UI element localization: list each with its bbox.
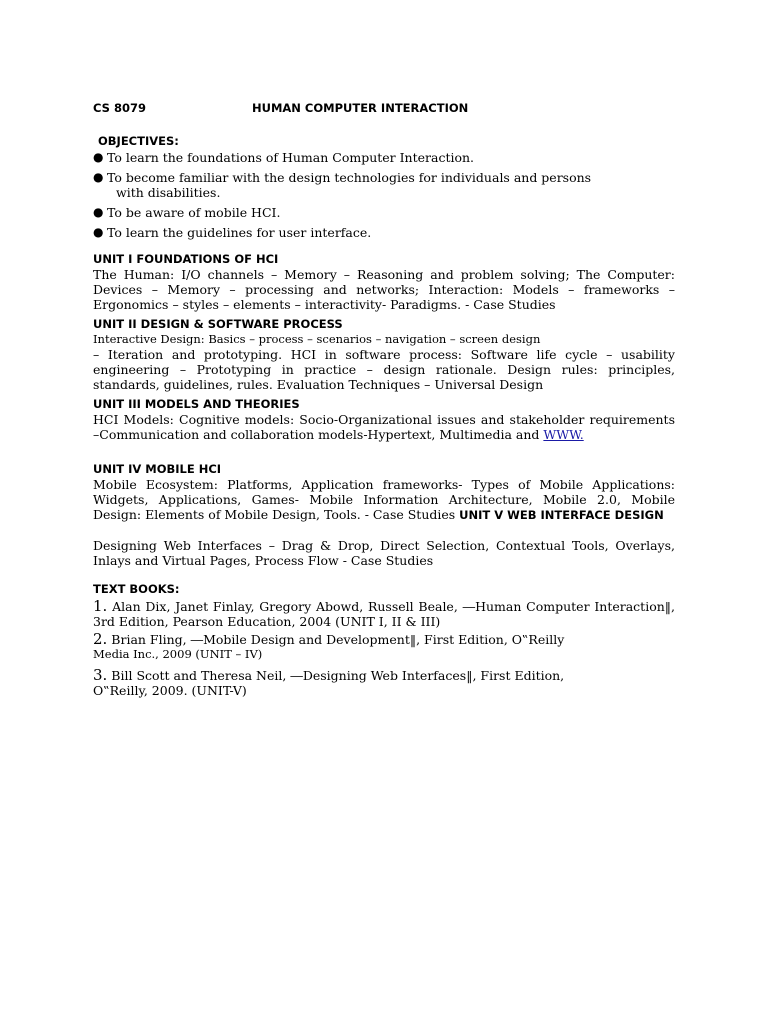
unit-1-body: The Human: I/O channels – Memory – Reasoning and problem solving; The Computer: Devices – Memory – processing and networks; Interaction: Models – frameworks – Ergonomics – styles – elements – interactivity- Paradigms. - Case Studies xyxy=(93,267,675,312)
text-book-text: Brian Fling, ―Mobile Design and Development‖, First Edition, O‟Reilly xyxy=(111,632,565,647)
course-title: HUMAN COMPUTER INTERACTION xyxy=(252,101,469,115)
unit-2-heading: UNIT II DESIGN & SOFTWARE PROCESS xyxy=(93,317,343,331)
www-link[interactable]: WWW. xyxy=(543,427,584,442)
objective-item xyxy=(93,205,653,220)
bullet-icon: ● xyxy=(93,150,104,164)
unit-3-heading: UNIT III MODELS AND THEORIES xyxy=(93,397,300,411)
unit-1-heading: UNIT I FOUNDATIONS OF HCI xyxy=(93,252,279,266)
text-book-text: Bill Scott and Theresa Neil, ―Designing Web Interfaces‖, First Edition, xyxy=(111,668,565,683)
objective-text: To learn the guidelines for user interface. xyxy=(107,225,372,240)
unit-4-heading: UNIT IV MOBILE HCI xyxy=(93,462,222,476)
unit-5-body: Designing Web Interfaces – Drag & Drop, Direct Selection, Contextual Tools, Overlays, Inlays and Virtual Pages, Process Flow - Case Studies xyxy=(93,538,675,568)
objective-item xyxy=(93,150,653,165)
unit-5-heading: UNIT V WEB INTERFACE DESIGN xyxy=(459,508,664,522)
unit-4-text: Mobile Ecosystem: Platforms, Application frameworks- Types of Mobile Applications: Widgets, Applications, Games- Mobile Information Architecture, Mobile 2.0, Mobile Design: Elements of Mobile Design, Tools. - Case Studies xyxy=(93,477,675,522)
objective-text: To be aware of mobile HCI. xyxy=(107,205,281,220)
text-book-item xyxy=(93,632,598,662)
unit-2-body-line1: Interactive Design: Basics – process – scenarios – navigation – screen design xyxy=(93,332,541,346)
bullet-icon: ● xyxy=(93,225,104,239)
unit-4-body xyxy=(93,477,675,523)
objective-text-continued: with disabilities. xyxy=(116,185,221,200)
objective-item xyxy=(93,170,653,200)
unit-2-section xyxy=(93,317,675,392)
unit-4-section xyxy=(93,462,675,523)
text-book-number: 3. xyxy=(93,666,108,684)
bullet-icon: ● xyxy=(93,170,104,184)
text-book-text: Alan Dix, Janet Finlay, Gregory Abowd, Russell Beale, ―Human Computer Interaction‖, 3rd Edition, Pearson Education, 2004 (UNIT I, II & III) xyxy=(93,599,675,629)
course-code: CS 8079 xyxy=(93,101,146,115)
objectives-list xyxy=(93,150,653,245)
objective-item xyxy=(93,225,653,240)
unit-2-body: – Iteration and prototyping. HCI in software process: Software life cycle – usability engineering – Prototyping in practice – design rationale. Design rules: principles, standards, guidelines, rules. Evaluation Techniques – Universal Design xyxy=(93,347,675,392)
objective-text: To become familiar with the design technologies for individuals and persons xyxy=(107,170,592,185)
text-book-number: 2. xyxy=(93,630,108,648)
objective-text: To learn the foundations of Human Computer Interaction. xyxy=(107,150,475,165)
unit-3-text: HCI Models: Cognitive models: Socio-Organizational issues and stakeholder requirements –Communication and collaboration models-Hypertext, Multimedia and xyxy=(93,412,675,442)
bullet-icon: ● xyxy=(93,205,104,219)
objectives-heading: OBJECTIVES: xyxy=(98,134,179,148)
unit-3-body xyxy=(93,412,675,442)
text-book-text-continued: Media Inc., 2009 (UNIT – IV) xyxy=(93,647,263,661)
unit-1-section xyxy=(93,252,675,312)
text-books-heading: TEXT BOOKS: xyxy=(93,582,180,596)
text-book-number: 1. xyxy=(93,597,108,615)
text-book-item xyxy=(93,599,675,629)
course-header xyxy=(93,101,469,115)
unit-3-section xyxy=(93,397,675,442)
text-book-item xyxy=(93,668,603,698)
unit-5-section xyxy=(93,538,675,568)
text-book-text-continued: O‟Reilly, 2009. (UNIT-V) xyxy=(93,683,247,698)
